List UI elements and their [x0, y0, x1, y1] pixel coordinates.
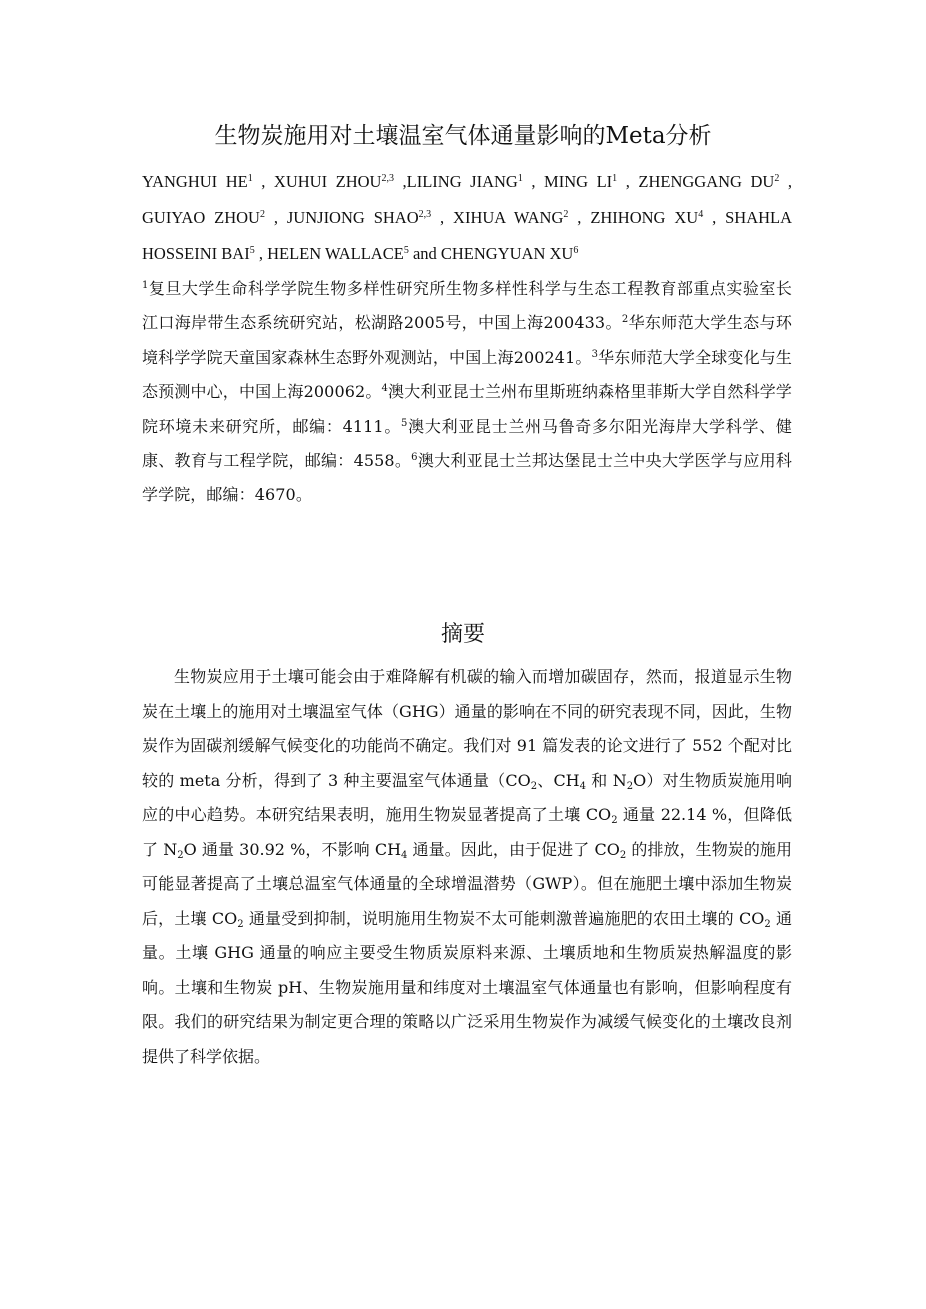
- affiliation-text: 澳大利亚昆士兰州马鲁奇多尔阳光海岸大学科学、健康、教育与工程学院，邮编：4558。: [142, 416, 792, 471]
- author-separator: ,: [431, 208, 454, 227]
- affiliation-number: 2: [621, 314, 629, 326]
- author-name: ZHIHONG XU: [590, 208, 699, 227]
- author-affiliation-mark: 6: [573, 245, 579, 256]
- abstract-subscript: 4: [579, 780, 587, 792]
- abstract-text: 和 N: [586, 770, 627, 790]
- abstract-text: 生物炭应用于土壤可能会由于难降解有机碳的输入而增加碳固存，然而，报道显示生物炭在土壤上的施用对土壤温室气体（GHG）通量的影响在不同的研究表现不同，因此，生物炭作为固碳剂缓解气候变化的功能尚不确定。我们对 91 篇发表的论文进行了 552 个配对比较的 meta 分析，得到了 3 种主要温室气体通量（CO: [142, 667, 792, 790]
- author-affiliation-mark: 2,3: [418, 209, 432, 220]
- author-list: [142, 164, 792, 272]
- abstract-text: 通量。土壤 GHG 通量的响应主要受生物质炭原料来源、土壤质地和生物质炭热解温度的影响。土壤和生物炭 pH、生物炭施用量和纬度对土壤温室气体通量也有影响，但影响程度有限。我们的研究结果为制定更合理的策略以广泛采用生物炭作为减缓气候变化的土壤改良剂提供了科学依据。: [142, 908, 792, 1066]
- abstract-text: 通量 22.14 %，但降低了 N: [142, 805, 792, 859]
- author-separator: and: [408, 244, 441, 263]
- author-name: XIHUA WANG: [453, 208, 564, 227]
- affiliation-number: 6: [411, 452, 418, 464]
- affiliation-text: 澳大利亚昆士兰州布里斯班纳森格里菲斯大学自然科学学院环境未来研究所，邮编：4111。: [142, 382, 792, 436]
- affiliation-number: 3: [591, 348, 599, 360]
- author-separator: ,: [522, 172, 545, 191]
- author-affiliation-mark: 1: [612, 173, 618, 184]
- author-affiliation-mark: 1: [517, 173, 523, 184]
- author-affiliation-mark: 1: [247, 173, 253, 184]
- author-separator: ,: [252, 172, 274, 191]
- author-separator: ,: [264, 208, 287, 227]
- abstract-subscript: 2: [764, 918, 771, 930]
- abstract-subscript: 4: [401, 849, 408, 861]
- author-separator: ,: [568, 208, 591, 227]
- author-separator: ,: [779, 172, 792, 191]
- author-affiliation-mark: 2,3: [381, 173, 394, 184]
- author-affiliation-mark: 2: [774, 173, 780, 184]
- author-separator: ,: [703, 208, 726, 227]
- author-name: LILING JIANG: [406, 172, 518, 191]
- affiliation-number: 4: [381, 383, 388, 395]
- author-name: MING LI: [544, 172, 613, 191]
- affiliation-list: [142, 272, 792, 513]
- author-separator: ,: [393, 172, 407, 191]
- author-affiliation-mark: 2: [563, 209, 569, 220]
- abstract-text: O）对生物质炭施用响应的中心趋势。本研究结果表明，施用生物炭显著提高了土壤 CO: [142, 770, 792, 824]
- affiliation-text: 华东师范大学全球变化与生态预测中心，中国上海200062。: [142, 347, 792, 402]
- abstract-text: 、CH: [537, 770, 580, 790]
- affiliation-text: 复旦大学生命科学学院生物多样性研究所生物多样性科学与生态工程教育部重点实验室长江口海岸带生态系统研究站，松湖路2005号，中国上海200433。: [142, 279, 792, 333]
- abstract-body: [142, 660, 792, 1074]
- author-affiliation-mark: 5: [403, 245, 409, 256]
- abstract-subscript: 2: [237, 918, 244, 930]
- author-affiliation-mark: 4: [698, 209, 704, 220]
- author-name: HELEN WALLACE: [267, 244, 404, 263]
- abstract-subscript: 2: [619, 849, 627, 861]
- abstract-subscript: 2: [177, 849, 184, 861]
- author-name: CHENGYUAN XU: [440, 244, 574, 263]
- author-affiliation-mark: 2: [259, 209, 265, 220]
- affiliation-text: 华东师范大学生态与环境科学学院天童国家森林生态野外观测站，中国上海200241。: [142, 313, 792, 367]
- paper-title: 生物炭施用对土壤温室气体通量影响的Meta分析: [214, 123, 712, 149]
- author-affiliation-mark: 5: [249, 245, 255, 256]
- affiliation-number: 1: [142, 280, 149, 291]
- abstract-subscript: 2: [626, 780, 634, 792]
- affiliation-text: 澳大利亚昆士兰邦达堡昆士兰中央大学医学与应用科学学院，邮编：4670。: [142, 451, 792, 505]
- abstract-text: O 通量 30.92 %，不影响 CH: [183, 839, 402, 859]
- abstract-heading: 摘要: [440, 622, 485, 647]
- abstract-subscript: 2: [530, 780, 538, 792]
- abstract-text: 通量受到抑制，说明施用生物炭不太可能刺激普遍施肥的农田土壤的 CO: [243, 908, 765, 928]
- affiliation-number: 5: [401, 417, 408, 429]
- author-separator: ,: [254, 244, 268, 263]
- author-name: XUHUI ZHOU: [273, 172, 382, 191]
- abstract-text: 通量。因此，由于促进了 CO: [407, 839, 620, 859]
- author-name: GUIYAO ZHOU: [142, 208, 260, 227]
- abstract-subscript: 2: [611, 815, 618, 826]
- author-separator: ,: [617, 172, 639, 191]
- author-name: SHAHLA HOSSEINI BAI: [142, 208, 793, 263]
- abstract-text: 的排放，生物炭的施用可能显著提高了土壤总温室气体通量的全球增温潜势（GWP）。但在施肥土壤中添加生物炭后，土壤 CO: [142, 839, 792, 928]
- author-name: JUNJIONG SHAO: [286, 208, 419, 227]
- author-name: ZHENGGANG DU: [638, 172, 775, 191]
- author-name: YANGHUI HE: [142, 172, 248, 191]
